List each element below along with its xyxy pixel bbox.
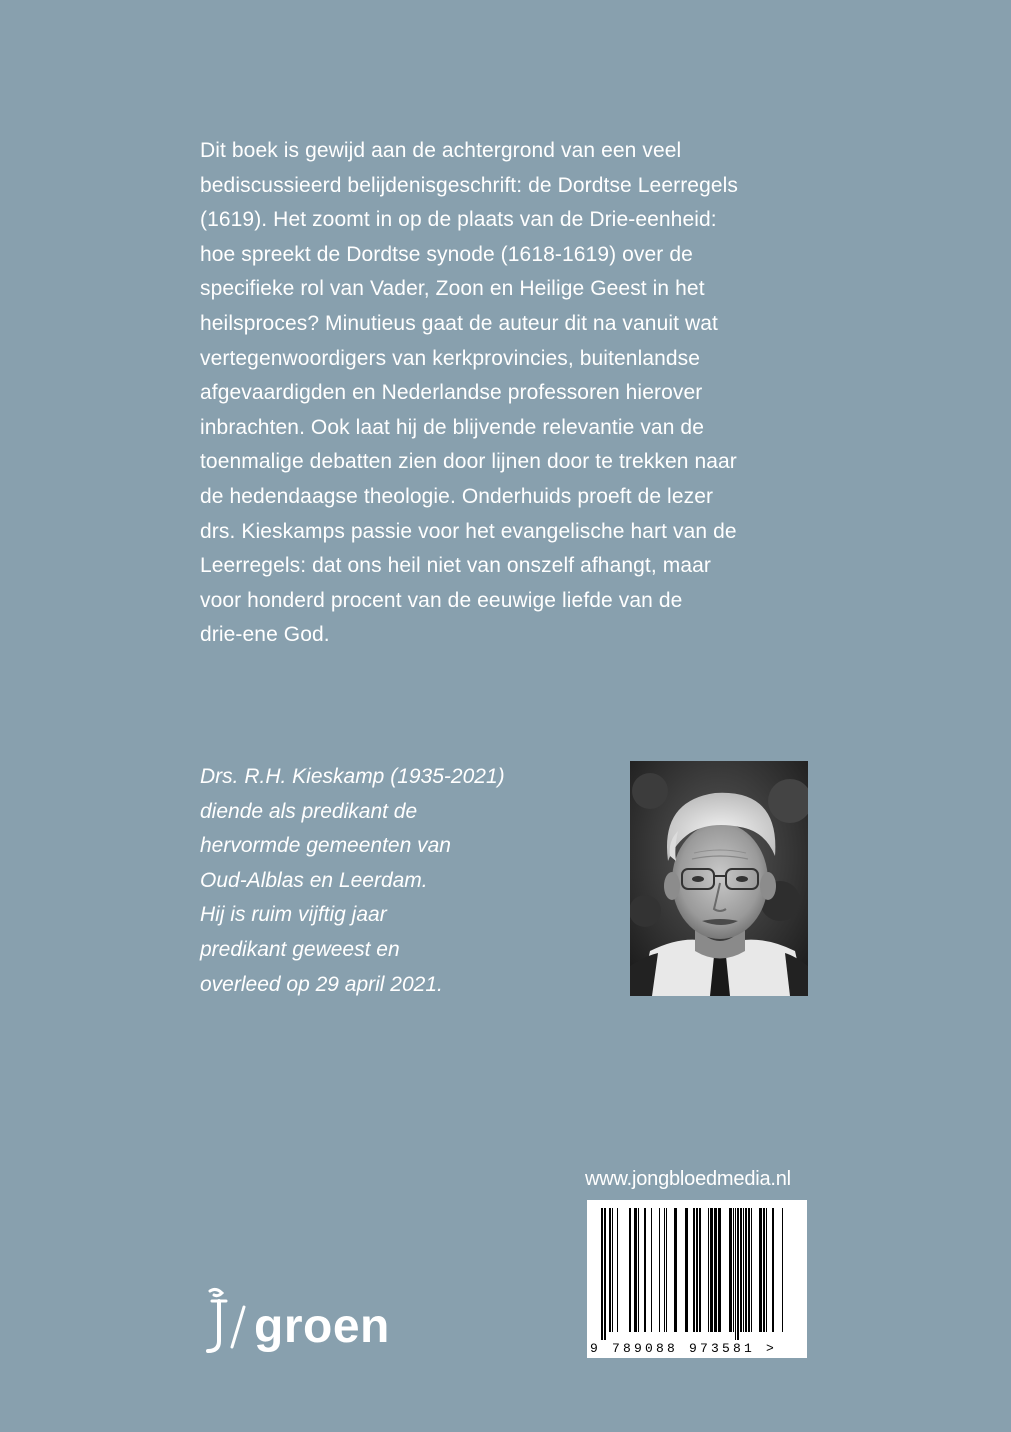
blurb-line: (1619). Het zoomt in op de plaats van de Drie-eenheid: <box>200 208 717 232</box>
barcode-bar <box>664 1208 665 1332</box>
barcode-bar <box>638 1208 639 1332</box>
barcode-bar <box>609 1208 611 1332</box>
blurb-line: toenmalige debatten zien door lijnen door te trekken naar <box>200 450 737 474</box>
back-cover-blurb <box>200 134 810 653</box>
author-portrait-drawing <box>630 761 808 996</box>
barcode-bar <box>699 1208 701 1332</box>
barcode-bar <box>735 1208 736 1340</box>
bio-line: overleed op 29 april 2021. <box>200 972 443 996</box>
blurb-line: Dit boek is gewijd aan de achtergrond van een veel <box>200 139 682 162</box>
barcode-bar <box>644 1208 646 1332</box>
publisher-logo-text: groen <box>254 1300 390 1353</box>
barcode-bar <box>629 1208 631 1332</box>
barcode-bar <box>737 1208 739 1340</box>
blurb-line: bediscussieerd belijdenisgeschrift: de Dordtse Leerregels <box>200 173 738 197</box>
barcode-bar <box>714 1208 717 1332</box>
barcode-bar <box>729 1208 732 1332</box>
barcode-bar <box>612 1208 613 1332</box>
blurb-line: heilsproces? Minutieus gaat de auteur dit na vanuit wat <box>200 311 718 335</box>
barcode-bar <box>751 1208 752 1332</box>
author-portrait <box>630 761 808 996</box>
isbn-barcode <box>587 1200 807 1358</box>
barcode-bar <box>674 1208 677 1332</box>
barcode-bar <box>743 1208 744 1332</box>
bio-line: Oud-Alblas en Leerdam. <box>200 868 428 892</box>
blurb-line: de hedendaagse theologie. Onderhuids proeft de lezer <box>200 484 714 508</box>
barcode-bar <box>634 1208 637 1332</box>
blurb-line: afgevaardigden en Nederlandse professoren hierover <box>200 381 703 405</box>
barcode-bar <box>708 1208 709 1332</box>
author-bio <box>200 760 610 1002</box>
bio-line: hervormde gemeenten van <box>200 834 451 858</box>
barcode-bar <box>745 1208 747 1332</box>
barcode-bar <box>740 1208 742 1332</box>
barcode-bar <box>604 1208 606 1340</box>
bio-line: Hij is ruim vijftig jaar <box>200 903 387 927</box>
blurb-line: inbrachten. Ook laat hij de blijvende relevantie van de <box>200 415 704 439</box>
barcode-bar <box>733 1208 734 1332</box>
barcode-bar <box>601 1208 603 1340</box>
blurb-line: voor honderd procent van de eeuwige liefde van de <box>200 588 683 612</box>
publisher-logo-mark-icon <box>196 1285 256 1365</box>
barcode-bar <box>766 1208 767 1332</box>
barcode-bar <box>666 1208 667 1332</box>
barcode-bar <box>696 1208 698 1332</box>
bio-line: Drs. R.H. Kieskamp (1935-2021) <box>200 765 505 788</box>
barcode-bar <box>782 1208 783 1332</box>
barcode-bar <box>710 1208 713 1332</box>
blurb-line: specifieke rol van Vader, Zoon en Heilige Geest in het <box>200 277 705 301</box>
barcode-bar <box>693 1208 695 1332</box>
barcode-bar <box>718 1208 721 1332</box>
blurb-line: vertegenwoordigers van kerkprovincies, buitenlandse <box>200 346 701 370</box>
barcode-bar <box>772 1208 774 1332</box>
barcode-bar <box>748 1208 750 1332</box>
barcode-bar <box>617 1208 618 1332</box>
publisher-logo <box>196 1285 426 1365</box>
blurb-line: Leerregels: dat ons heil niet van onszelf afhangt, maar <box>200 554 711 578</box>
bio-line: diende als predikant de <box>200 799 418 823</box>
barcode-bar <box>759 1208 762 1332</box>
barcode-bar <box>659 1208 660 1332</box>
barcode-bars <box>587 1200 807 1358</box>
bio-line: predikant geweest en <box>200 937 400 961</box>
blurb-line: drs. Kieskamps passie voor het evangelische hart van de <box>200 519 737 543</box>
barcode-bar <box>651 1208 652 1332</box>
blurb-line: drie-ene God. <box>200 623 330 647</box>
isbn-digits: 9 789088 973581 > <box>590 1341 778 1356</box>
barcode-bar <box>763 1208 765 1332</box>
publisher-website: www.jongbloedmedia.nl <box>585 1168 791 1190</box>
barcode-bar <box>685 1208 688 1332</box>
blurb-line: hoe spreekt de Dordtse synode (1618-1619) over de <box>200 242 693 266</box>
